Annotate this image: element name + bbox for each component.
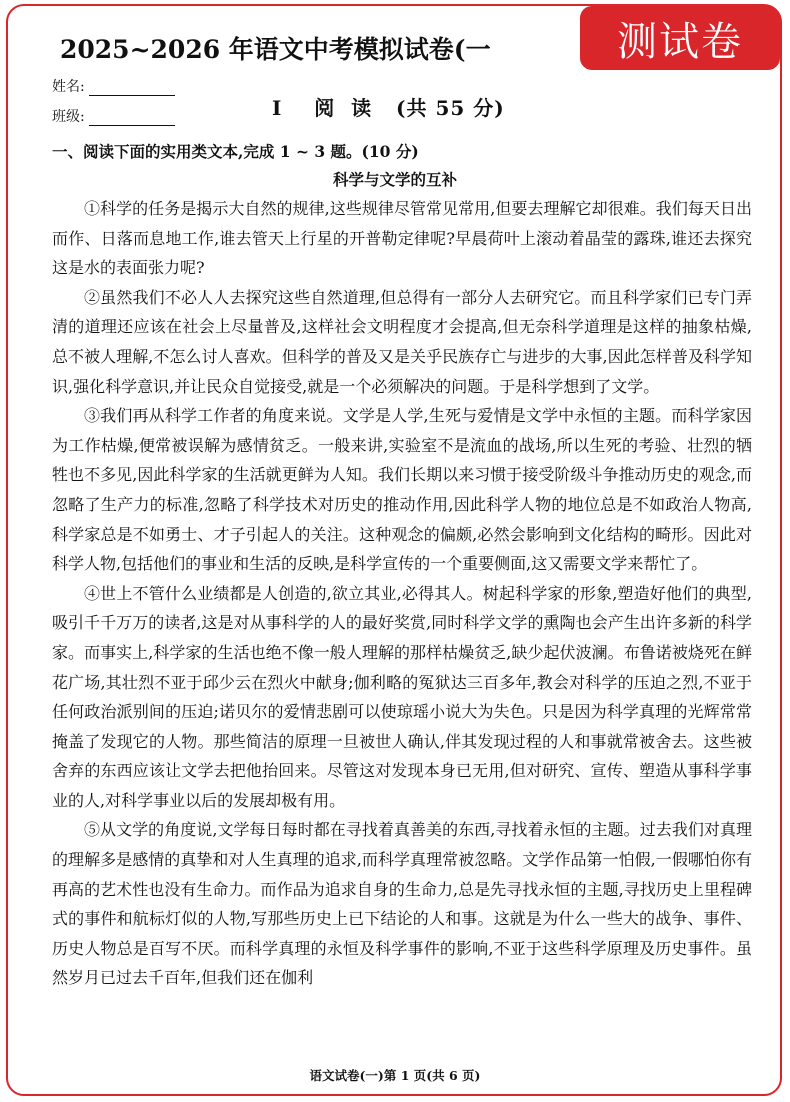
- class-blank-line[interactable]: [89, 109, 175, 126]
- paragraph-4: ④世上不管什么业绩都是人创造的,欲立其业,必得其人。树起科学家的形象,塑造好他们的典型,吸引千千万万的读者,这是对从事科学的人的最好奖赏,同时科学文学的熏陶也会产生出许多新的科学家。而事实上,科学家的生活也绝不像一般人理解的那样枯燥贫乏,缺少起伏波澜。布鲁诺被烧死在鲜花广场,其壮烈不亚于邱少云在烈火中献身;伽利略的冤狱达三百多年,教会对科学的压迫之烈,不亚于任何政治派别间的压迫;诺贝尔的爱情悲剧可以使琼瑶小说大为失色。只是因为科学真理的光辉常常掩盖了发现它的人物。那些简洁的原理一旦被世人确认,伴其发现过程的人和事就常被舍去。这些被舍弃的东西应该让文学去把他抬回来。尽管这对发现本身已无用,但对研究、宣传、塑造从事科学事业的人,对科学事业以后的发展却极有用。: [52, 583, 752, 810]
- test-paper-stamp: [580, 6, 780, 70]
- exam-title: 2025~2026 年语文中考模拟试卷(一: [60, 35, 491, 64]
- paragraph-1: ①科学的任务是揭示大自然的规律,这些规律尽管常见常用,但要去理解它却很难。我们每天日出而作、日落而息地工作,谁去管天上行星的开普勒定律呢?早晨荷叶上滚动着晶莹的露珠,谁还去探究这是水的表面张力呢?: [52, 199, 752, 278]
- article-body: [52, 194, 752, 993]
- class-field: [52, 106, 175, 126]
- article-title: 科学与文学的互补: [332, 170, 457, 189]
- page-footer: 语文试卷(一)第 1 页(共 6 页): [309, 1068, 481, 1083]
- class-label: 班级:: [52, 109, 85, 125]
- name-blank-line[interactable]: [89, 79, 175, 96]
- paragraph-5: ⑤从文学的角度说,文学每日每时都在寻找着真善美的东西,寻找着永恒的主题。过去我们对真理的理解多是感情的真挚和对人生真理的追求,而科学真理常被忽略。文学作品第一怕假,一假哪怕你有再高的艺术性也没有生命力。而作品为追求自身的生命力,总是先寻找永恒的主题,寻找历史上里程碑式的事件和航标灯似的人物,写那些历史上已下结论的人和事。这就是为什么一些大的战争、事件、历史人物总是百写不厌。而科学真理的永恒及科学事件的影响,不亚于这些科学原理及历史事件。虽然岁月已过去千百年,但我们还在伽利: [52, 820, 752, 988]
- section-heading: I 阅 读 (共 55 分): [272, 96, 505, 120]
- paragraph-3: ③我们再从科学工作者的角度来说。文学是人学,生死与爱情是文学中永恒的主题。而科学家因为工作枯燥,便常被误解为感情贫乏。一般来讲,实验室不是流血的战场,所以生死的考验、壮烈的牺牲也不多见,因此科学家的生活就更鲜为人知。我们长期以来习惯于接受阶级斗争推动历史的观念,而忽略了生产力的标准,忽略了科学技术对历史的推动作用,因此科学人物的地位总是不如政治人物高,科学家总是不如勇士、才子引起人的关注。这种观念的偏颇,必然会影响到文化结构的畸形。因此对科学人物,包括他们的事业和生活的反映,是科学宣传的一个重要侧面,这又需要文学来帮忙了。: [52, 406, 752, 574]
- stamp-label: 测试卷: [617, 18, 743, 65]
- name-label: 姓名:: [52, 79, 85, 95]
- question-instruction: 一、阅读下面的实用类文本,完成 1 ~ 3 题。(10 分): [52, 142, 419, 161]
- name-field: [52, 76, 175, 96]
- paragraph-2: ②虽然我们不必人人去探究这些自然道理,但总得有一部分人去研究它。而且科学家们已专门弄清的道理还应该在社会上尽量普及,这样社会文明程度才会提高,但无奈科学道理是这样的抽象枯燥,总不被人理解,不怎么讨人喜欢。但科学的普及又是关乎民族存亡与进步的大事,因此怎样普及科学知识,强化科学意识,并让民众自觉接受,就是一个必须解决的问题。于是科学想到了文学。: [52, 287, 752, 396]
